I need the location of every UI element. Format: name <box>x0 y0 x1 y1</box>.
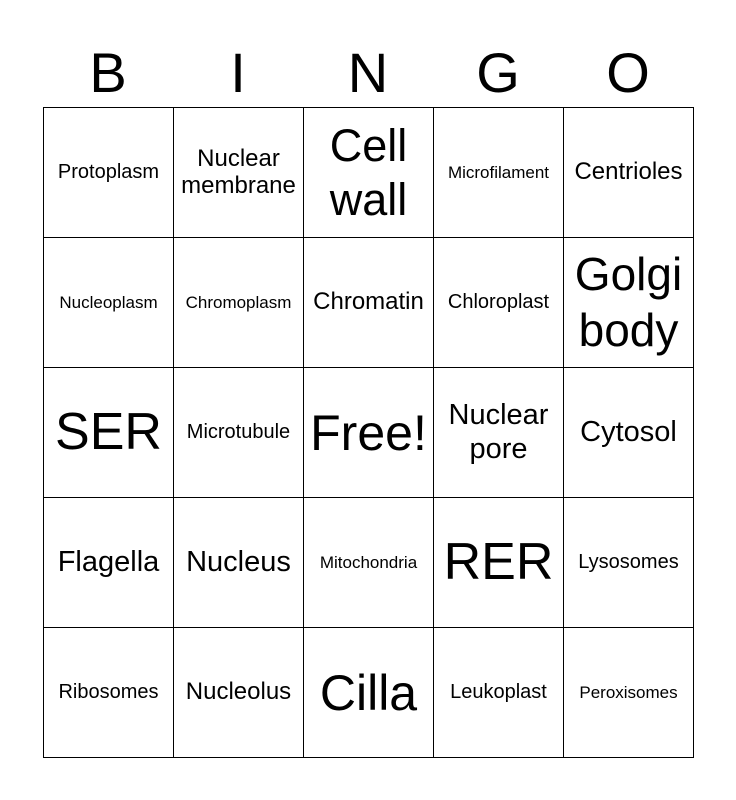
bingo-cell: SER <box>44 368 174 498</box>
bingo-cell: Lysosomes <box>564 498 694 628</box>
bingo-cell: Mitochondria <box>304 498 434 628</box>
bingo-cell: Cell wall <box>304 108 434 238</box>
bingo-cell: Microfilament <box>434 108 564 238</box>
bingo-cell: Golgi body <box>564 238 694 368</box>
bingo-cell: Centrioles <box>564 108 694 238</box>
header-letter-o: O <box>606 41 650 104</box>
bingo-cell: Nucleus <box>174 498 304 628</box>
bingo-cell: Ribosomes <box>44 628 174 758</box>
bingo-header <box>43 40 693 106</box>
header-letter-i: I <box>230 41 246 104</box>
bingo-cell: Peroxisomes <box>564 628 694 758</box>
header-letter-b: B <box>89 41 127 104</box>
bingo-cell: Microtubule <box>174 368 304 498</box>
free-space: Free! <box>304 368 434 498</box>
bingo-cell: Nucleolus <box>174 628 304 758</box>
bingo-cell: Cytosol <box>564 368 694 498</box>
header-letter-n: N <box>347 41 389 104</box>
bingo-cell: Nucleoplasm <box>44 238 174 368</box>
bingo-cell: Flagella <box>44 498 174 628</box>
bingo-cell: Cilla <box>304 628 434 758</box>
bingo-cell: Nuclear membrane <box>174 108 304 238</box>
bingo-board <box>43 107 694 758</box>
bingo-cell: Protoplasm <box>44 108 174 238</box>
bingo-cell: Chloroplast <box>434 238 564 368</box>
bingo-cell: Chromatin <box>304 238 434 368</box>
header-letter-g: G <box>476 41 520 104</box>
bingo-cell: Leukoplast <box>434 628 564 758</box>
bingo-cell: Chromoplasm <box>174 238 304 368</box>
bingo-cell: RER <box>434 498 564 628</box>
bingo-cell: Nuclear pore <box>434 368 564 498</box>
